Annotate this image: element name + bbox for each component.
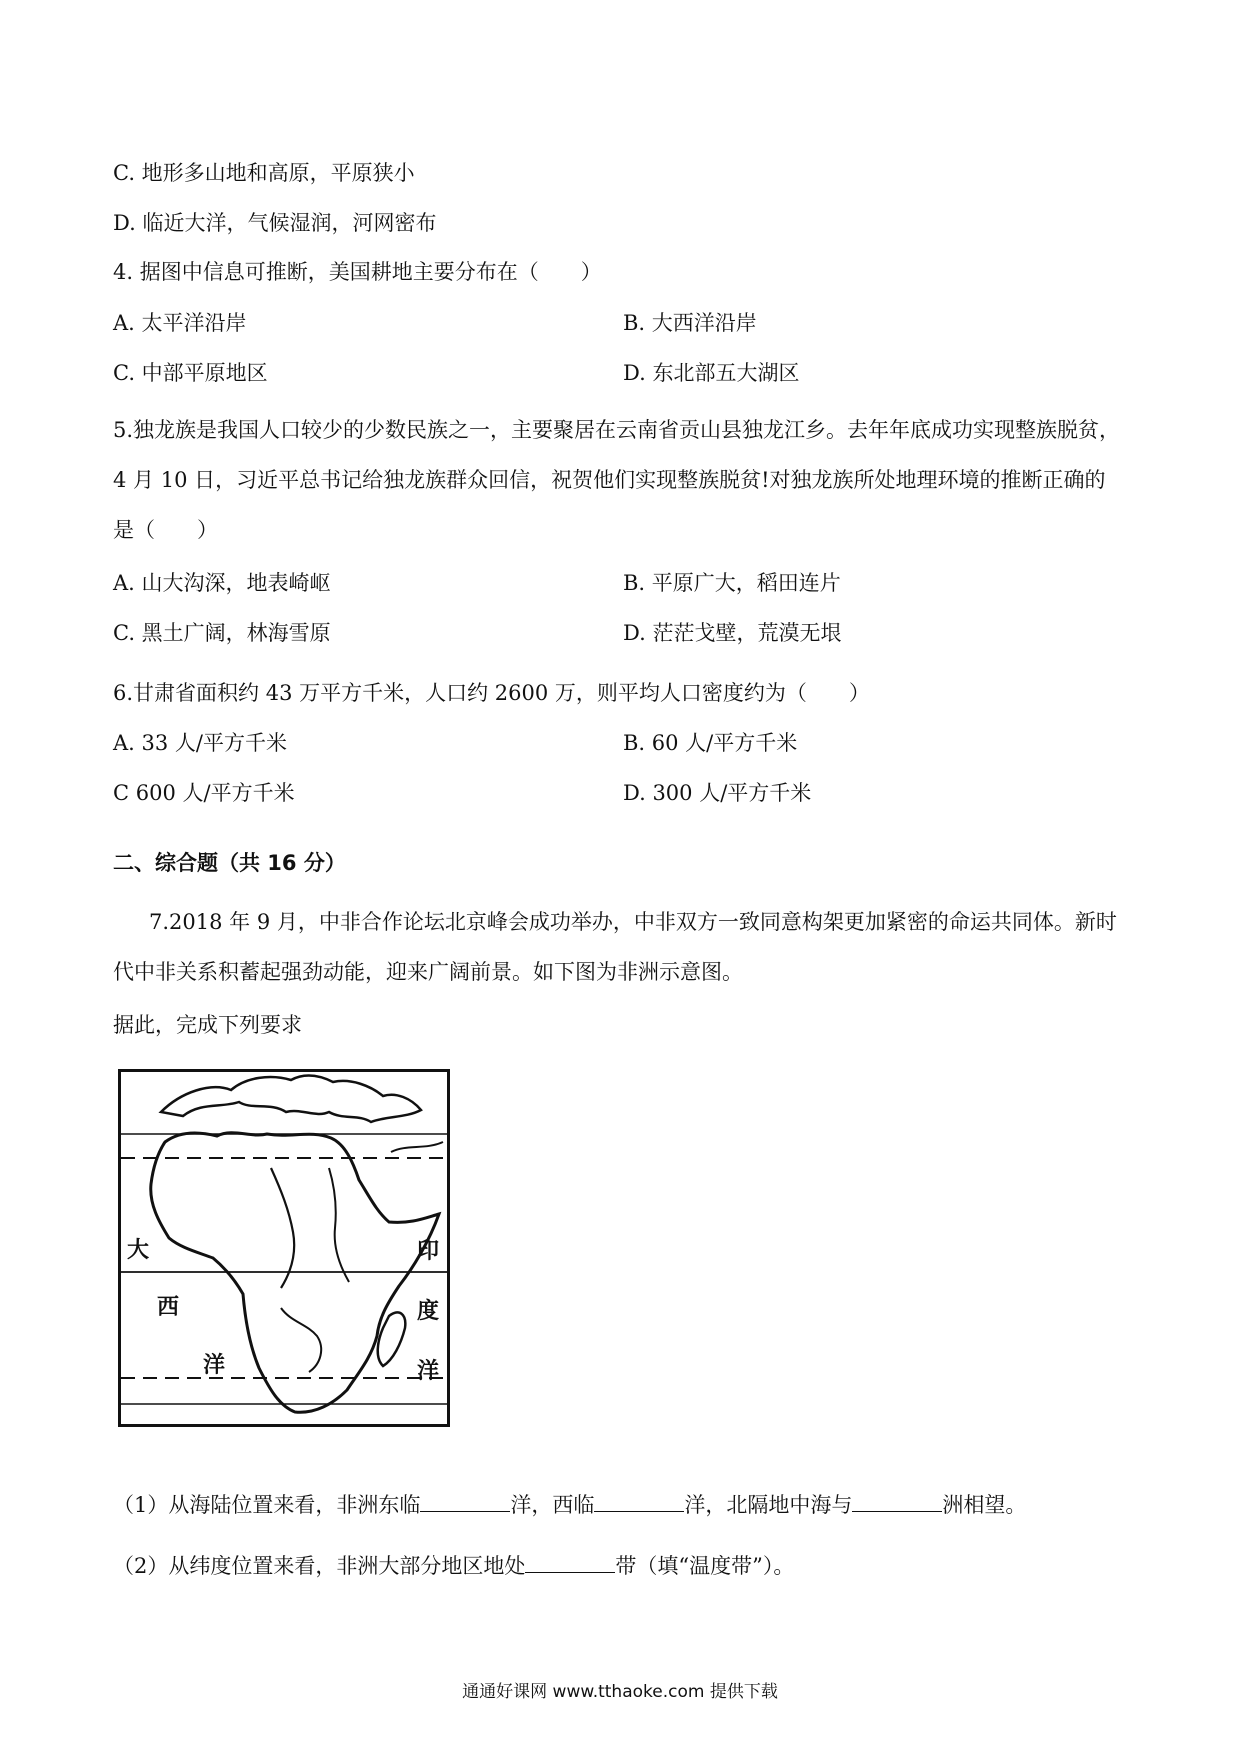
q6-option-d: D. 300 人/平方千米 — [623, 781, 812, 805]
atlantic-label-3: 洋 — [203, 1353, 226, 1378]
indian-label-2: 度 — [417, 1299, 440, 1324]
q5-option-b: B. 平原广大，稻田连片 — [623, 571, 841, 595]
q5-option-d: D. 茫茫戈壁，荒漠无垠 — [623, 621, 842, 645]
answer-blank-west-ocean[interactable] — [594, 1489, 684, 1512]
q4-option-a: A. 太平洋沿岸 — [113, 311, 247, 335]
q3-option-d: D. 临近大洋，气候湿润，河网密布 — [113, 211, 437, 235]
q4-stem: 4. 据图中信息可推断，美国耕地主要分布在（ ） — [113, 260, 602, 284]
q7-sub-question-1: （1）从海陆位置来看，非洲东临 洋，西临 洋，北隔地中海与 洲相望。 — [113, 1489, 1026, 1520]
answer-blank-east-ocean[interactable] — [420, 1489, 510, 1512]
q7-instruction: 据此，完成下列要求 — [113, 1013, 302, 1037]
q6-option-a: A. 33 人/平方千米 — [113, 731, 287, 755]
q6-option-c: C 600 人/平方千米 — [113, 781, 295, 805]
q4-option-d: D. 东北部五大湖区 — [623, 361, 800, 385]
africa-map — [118, 1069, 450, 1427]
indian-label-1: 印 — [417, 1239, 440, 1264]
q4-option-b: B. 大西洋沿岸 — [623, 311, 757, 335]
q5-stem: 5.独龙族是我国人口较少的少数民族之一，主要聚居在云南省贡山县独龙江乡。去年年底成功实现整族脱贫，4 月 10 日，习近平总书记给独龙族群众回信，祝贺他们实现整族脱贫!对独龙族所处地理环境的推断正确的是（ ） — [113, 418, 1121, 542]
q4-option-c: C. 中部平原地区 — [113, 361, 268, 385]
q7-sub-question-2: （2）从纬度位置来看，非洲大部分地区地处 带（填“温度带”）。 — [113, 1550, 794, 1581]
section-2-title: 二、综合题（共 16 分） — [113, 851, 346, 875]
q3-option-c: C. 地形多山地和高原，平原狭小 — [113, 161, 415, 185]
answer-blank-continent[interactable] — [852, 1489, 942, 1512]
africa-outline-svg — [121, 1072, 447, 1424]
q6-option-b: B. 60 人/平方千米 — [623, 731, 798, 755]
q5-option-c: C. 黑土广阔，林海雪原 — [113, 621, 331, 645]
indian-label-3: 洋 — [417, 1359, 440, 1384]
answer-blank-temperature-zone[interactable] — [525, 1550, 615, 1573]
atlantic-label-1: 大 — [127, 1238, 150, 1263]
q6-stem: 6.甘肃省面积约 43 万平方千米，人口约 2600 万，则平均人口密度约为（ ） — [113, 681, 870, 705]
q7-intro: 7.2018 年 9 月，中非合作论坛北京峰会成功举办，中非双方一致同意构架更加紧密的命运共同体。新时代中非关系积蓄起强劲动能，迎来广阔前景。如下图为非洲示意图。 — [113, 910, 1117, 984]
page-footer: 通通好课网 www.tthaoke.com 提供下载 — [462, 1682, 778, 1702]
q5-option-a: A. 山大沟深，地表崎岖 — [113, 571, 331, 595]
atlantic-label-2: 西 — [157, 1295, 180, 1320]
